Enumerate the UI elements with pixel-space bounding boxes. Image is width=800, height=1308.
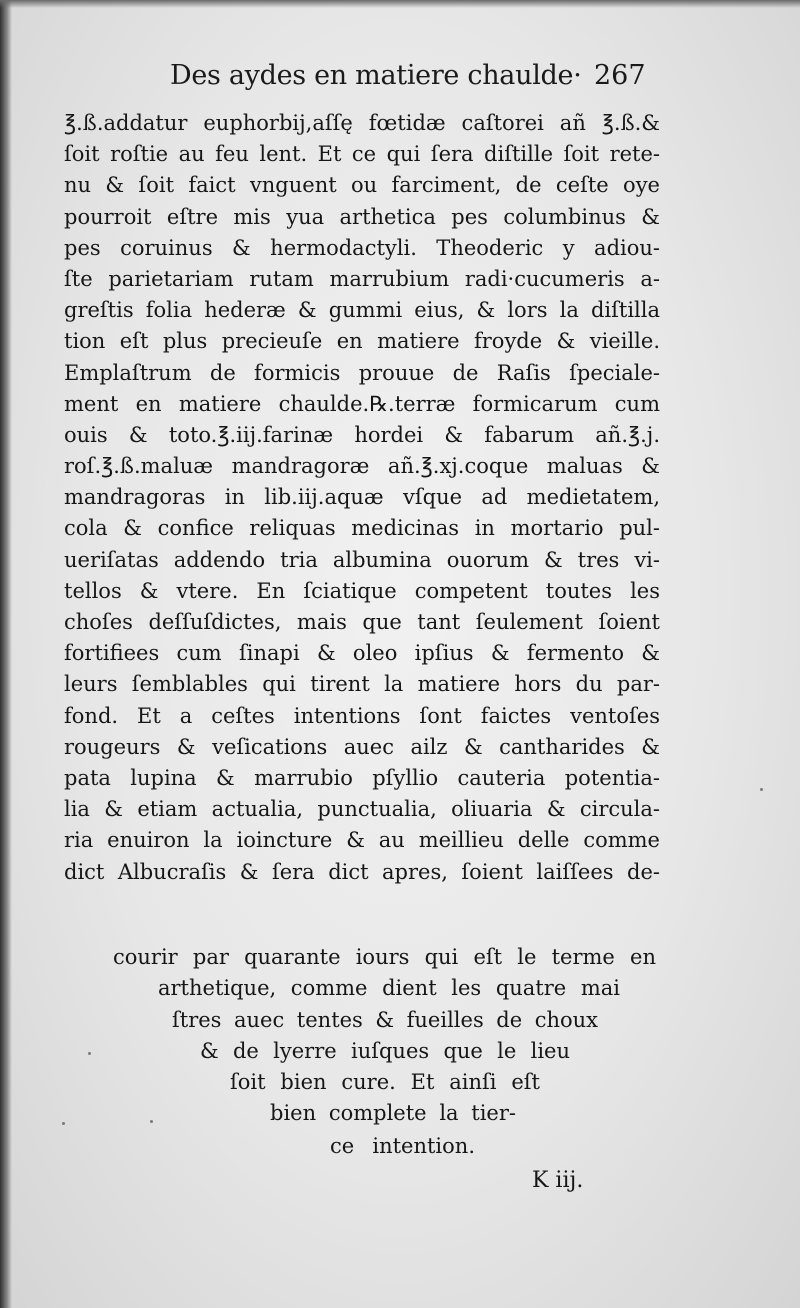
- page-number: 267: [594, 60, 646, 91]
- text-line: cola & confice reliquas medicinas in mortario pul-: [64, 516, 660, 541]
- ink-speck: [88, 1052, 91, 1055]
- text-line: pes coruinus & hermodactyli. Theoderic y adiou-: [64, 235, 660, 260]
- running-title: Des aydes en matiere chaulde·: [170, 60, 582, 91]
- tapered-line: ce intention.: [330, 1134, 475, 1158]
- text-line: roſ.℥.ß.maluæ mandragoræ añ.℥.xj.coque maluas &: [64, 454, 660, 479]
- text-line: fond. Et a ceſtes intentions ſont faictes ventoſes: [64, 703, 660, 728]
- text-line: ſoit roſtie au feu lent. Et ce qui ſera diſtille ſoit rete-: [64, 142, 660, 167]
- text-line: ouis & toto.℥.iij.farinæ hordei & fabarum añ.℥.j.: [64, 422, 660, 447]
- tapered-line: ſoit bien cure. Et ainſi eſt: [230, 1070, 540, 1094]
- ink-speck: [62, 1122, 65, 1125]
- tapered-line: & de lyerre iuſques que le lieu: [200, 1039, 570, 1063]
- text-line: tellos & vtere. En ſciatique competent toutes les: [64, 578, 660, 603]
- text-line: mandragoras in lib.iij.aquæ vſque ad medietatem,: [64, 485, 660, 510]
- tapered-line: courir par quarante iours qui eſt le terme en: [113, 945, 656, 969]
- tapered-line: bien complete la tier-: [270, 1101, 516, 1125]
- tapered-line: arthetique, comme dient les quatre mai: [158, 976, 620, 1000]
- text-line: fortifiees cum ſinapi & oleo ipſius & fermento &: [64, 641, 660, 666]
- ink-speck: [760, 788, 763, 791]
- text-line: pata lupina & marrubio pſyllio cauteria potentia-: [64, 765, 660, 790]
- text-line: nu & ſoit faict vnguent ou farciment, de ceſte oye: [64, 173, 660, 198]
- text-line: leurs ſemblables qui tirent la matiere hors du par-: [64, 672, 660, 697]
- text-line: ℥.ß.addatur euphorbij,aſſę fœtidæ caſtorei añ ℥.ß.&: [64, 111, 660, 135]
- text-line: greſtis folia hederæ & gummi eius, & lors la diſtilla: [64, 298, 660, 323]
- text-line: lia & etiam actualia, punctualia, oliuaria & circula-: [64, 797, 660, 822]
- text-line: tion eſt plus precieuſe en matiere froyde & vieille.: [64, 329, 660, 354]
- signature-mark: K iij.: [532, 1168, 584, 1193]
- ink-speck: [150, 1120, 153, 1123]
- text-line: rougeurs & veſications auec ailz & cantharides &: [64, 734, 660, 759]
- text-line: dict Albucraſis & ſera dict apres, ſoient laiſſees de-: [64, 859, 660, 884]
- text-line: ment en matiere chaulde.℞.terræ formicarum cum: [64, 391, 660, 416]
- text-line: ueriſatas addendo tria albumina ouorum & tres vi-: [64, 547, 660, 572]
- text-line: pourroit eſtre mis yua arthetica pes columbinus &: [64, 204, 660, 229]
- text-line: Emplaſtrum de formicis prouue de Raſis ſpeciale-: [64, 360, 660, 385]
- tapered-line: ſtres auec tentes & fueilles de choux: [172, 1008, 598, 1032]
- text-line: choſes deſſuſdictes, mais que tant ſeulement ſoient: [64, 610, 660, 634]
- text-line: ſte parietariam rutam marrubium radi·cucumeris a-: [64, 266, 660, 291]
- text-line: ria enuiron la ioincture & au meillieu delle comme: [64, 828, 660, 853]
